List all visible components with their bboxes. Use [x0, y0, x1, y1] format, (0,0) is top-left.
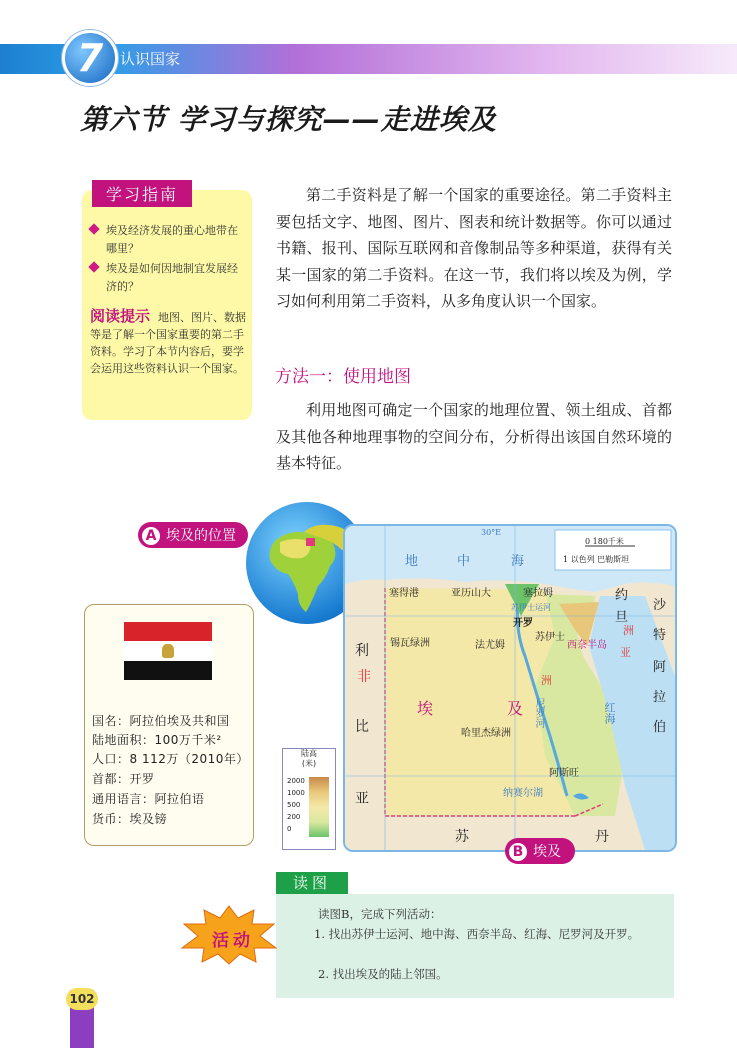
chapter-title: 认识国家	[120, 50, 181, 68]
read-tip: 阅读提示 地图、图片、数据等是了解一个国家重要的第二手资料。学习了本节内容后，要学会运用这些资料认识一个国家。	[90, 307, 247, 375]
country-label: 比	[355, 719, 369, 735]
city-label: 苏伊士	[535, 632, 565, 643]
region-label: 西奈半岛	[567, 640, 607, 651]
activity-burst-label: 活动	[212, 931, 254, 951]
country-label: 沙	[653, 598, 667, 613]
elevation-legend	[282, 748, 336, 850]
city-label: 塞得港	[389, 588, 419, 599]
country-label: 约	[615, 588, 629, 603]
activity-line: 读图B，完成下列活动：	[318, 907, 442, 921]
legend-title: 陆高 (米)	[301, 749, 317, 768]
info-area: 陆地面积：100万千米²	[92, 733, 222, 747]
diamond-bullet-icon	[88, 261, 99, 272]
intro-paragraph: 第二手资料是了解一个国家的重要途径。第二手资料主要包括文字、地图、图片、图表和统计数据等。你可以通过书籍、报刊、国际互联网和音像制品等多种渠道，获得有关某一国家的第二手资料。在这一节，我们将以埃及为例，学习如何利用第二手资料，从多角度认识一个国家。	[276, 186, 672, 310]
country-label: 埃	[417, 699, 434, 718]
sea-label: 海	[511, 554, 525, 569]
guide-item: 埃及经济发展的重心地带在哪里？	[90, 222, 250, 258]
continent-label: 洲	[623, 624, 634, 637]
map-paragraph: 利用地图可确定一个国家的地理位置、领土组成、首都及其他各种地理事物的空间分布，分析得出该国自然环境的基本特征。	[276, 401, 672, 472]
continent-label: 亚	[620, 646, 631, 659]
sea-label: 地	[405, 554, 419, 569]
canal-label: 苏伊士运河	[511, 603, 551, 612]
river-label: 尼罗河	[533, 698, 544, 728]
map-scale-note: 1 以色列 巴勒斯坦	[563, 555, 630, 564]
read-map-label: 读图	[276, 872, 348, 894]
country-label: 伯	[653, 720, 667, 735]
info-language: 通用语言：阿拉伯语	[92, 792, 205, 806]
map-latitude: 30°E	[481, 528, 502, 537]
map-scale: 0 180千米	[585, 537, 624, 546]
country-label: 阿	[653, 660, 667, 675]
country-label: 旦	[615, 610, 629, 625]
continent-label: 洲	[541, 674, 552, 687]
egypt-map	[343, 524, 677, 852]
study-guide-tag: 学习指南	[92, 180, 192, 207]
legend-values: 2000 1000 500 200 0	[287, 777, 305, 833]
chapter-number-badge: 7	[62, 30, 118, 86]
oasis-label: 哈里杰绿洲	[461, 728, 511, 739]
info-population: 人口：8 112万（2010年）	[92, 752, 249, 766]
city-label: 阿斯旺	[549, 768, 579, 779]
legend-color-scale	[309, 777, 329, 837]
oasis-label: 锡瓦绿洲	[390, 638, 430, 649]
sea-label: 红海	[603, 702, 616, 724]
country-label: 及	[507, 699, 524, 718]
eagle-emblem-icon	[162, 644, 174, 658]
country-label: 苏	[455, 829, 469, 845]
info-capital: 首都：开罗	[92, 772, 155, 786]
country-label: 拉	[653, 690, 667, 705]
country-label: 利	[355, 643, 369, 659]
page-number: 102	[66, 988, 98, 1010]
method-heading: 方法一：使用地图	[275, 367, 411, 387]
city-label: 塞拉姆	[523, 588, 553, 599]
city-label: 亚历山大	[451, 588, 491, 599]
country-label: 丹	[595, 829, 609, 845]
oasis-label: 法尤姆	[475, 640, 505, 651]
page-title: 第六节 学习与探究——走进埃及	[80, 103, 497, 136]
activity-line: 1. 找出苏伊士运河、地中海、西奈半岛、红海、尼罗河及开罗。	[314, 927, 640, 941]
country-label: 特	[653, 628, 667, 643]
capital-label: 开罗	[513, 618, 533, 629]
figure-b-label: B 埃及	[505, 838, 575, 864]
figure-a-label: A 埃及的位置	[138, 522, 248, 548]
egypt-flag	[124, 622, 212, 680]
lake-label: 纳赛尔湖	[503, 788, 543, 799]
activity-line: 2. 找出埃及的陆上邻国。	[318, 967, 448, 981]
country-label: 亚	[355, 791, 369, 807]
info-currency: 货币：埃及镑	[92, 812, 168, 826]
diamond-bullet-icon	[88, 223, 99, 234]
sea-label: 中	[457, 554, 471, 569]
continent-label: 非	[357, 669, 371, 685]
guide-item: 埃及是如何因地制宜发展经济的？	[90, 260, 250, 296]
info-country-name: 国名：阿拉伯埃及共和国	[92, 714, 230, 728]
